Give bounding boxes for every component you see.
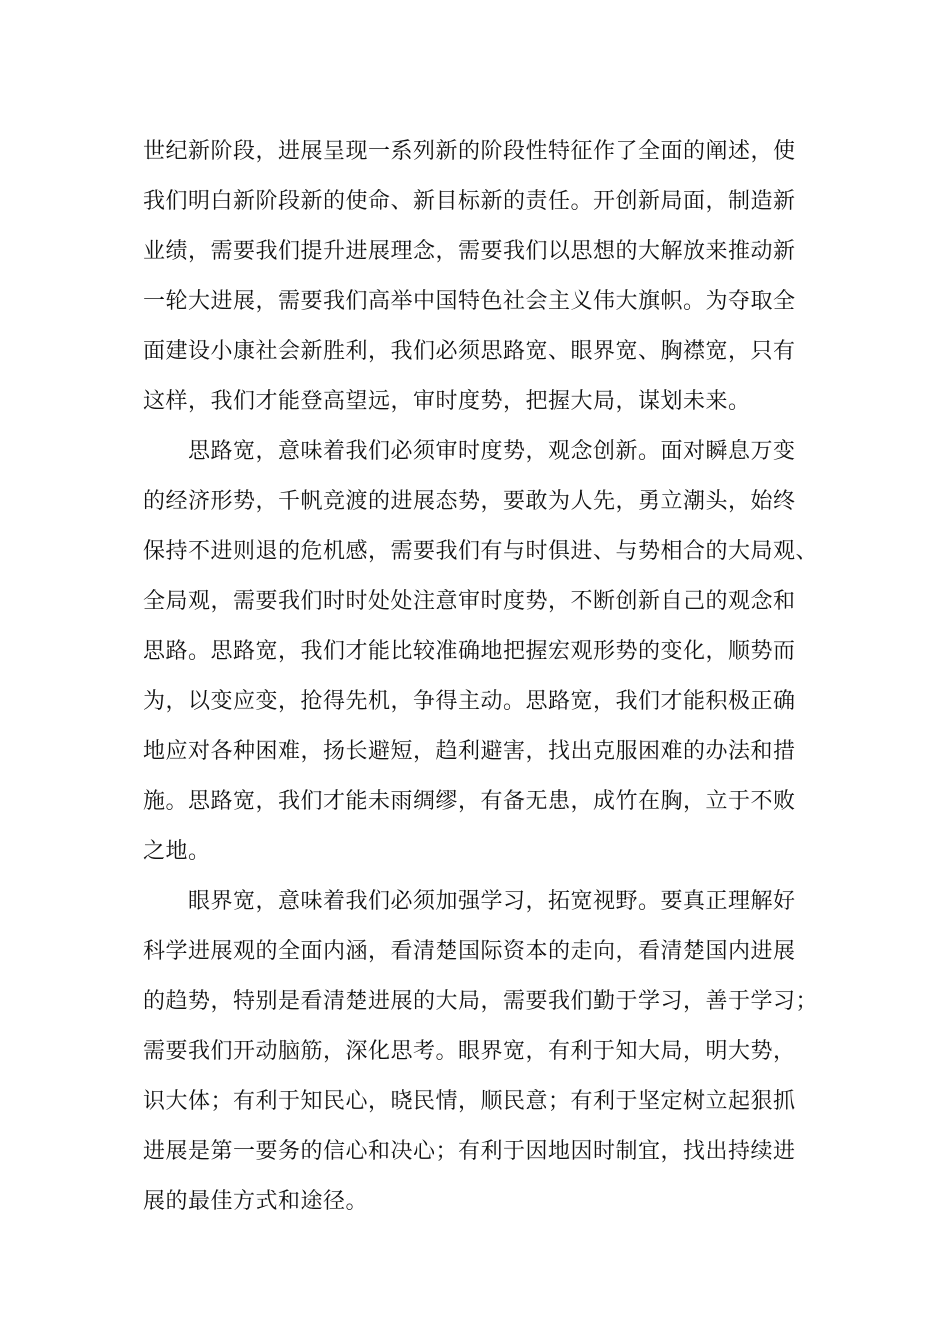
- text-line: 一轮大进展，需要我们高举中国特色社会主义伟大旗帜。为夺取全: [143, 289, 796, 314]
- paragraph-3: [143, 877, 823, 1227]
- text-line: 施。思路宽，我们才能未雨绸缪，有备无患，成竹在胸，立于不败: [143, 789, 796, 814]
- document-body: [143, 127, 823, 1227]
- text-line: 思路宽，意味着我们必须审时度势，观念创新。面对瞬息万变: [143, 439, 796, 464]
- text-line: 面建设小康社会新胜利，我们必须思路宽、眼界宽、胸襟宽，只有: [143, 339, 796, 364]
- text-line: 眼界宽，意味着我们必须加强学习，拓宽视野。要真正理解好: [143, 889, 796, 914]
- text-line: 进展是第一要务的信心和决心；有利于因地因时制宜，找出持续进: [143, 1139, 796, 1164]
- text-line: 科学进展观的全面内涵，看清楚国际资本的走向，看清楚国内进展: [143, 939, 796, 964]
- text-line: 为，以变应变，抢得先机，争得主动。思路宽，我们才能积极正确: [143, 689, 796, 714]
- text-line: 思路。思路宽，我们才能比较准确地把握宏观形势的变化，顺势而: [143, 639, 796, 664]
- text-line: 世纪新阶段，进展呈现一系列新的阶段性特征作了全面的阐述，使: [143, 139, 796, 164]
- text-line: 识大体；有利于知民心，晓民情，顺民意；有利于坚定树立起狠抓: [143, 1089, 796, 1114]
- text-line: 全局观，需要我们时时处处注意审时度势，不断创新自己的观念和: [143, 589, 796, 614]
- text-line: 保持不进则退的危机感，需要我们有与时俱进、与势相合的大局观、: [143, 539, 819, 564]
- text-line: 需要我们开动脑筋，深化思考。眼界宽，有利于知大局，明大势，: [143, 1039, 796, 1064]
- text-line: 地应对各种困难，扬长避短，趋利避害，找出克服困难的办法和措: [143, 739, 796, 764]
- text-line: 的趋势，特别是看清楚进展的大局，需要我们勤于学习，善于学习；: [143, 989, 819, 1014]
- text-line: 这样，我们才能登高望远，审时度势，把握大局，谋划未来。: [143, 389, 751, 414]
- text-line: 展的最佳方式和途径。: [143, 1189, 369, 1214]
- text-line: 的经济形势，千帆竞渡的进展态势，要敢为人先，勇立潮头，始终: [143, 489, 796, 514]
- paragraph-2: [143, 427, 823, 877]
- text-line: 我们明白新阶段新的使命、新目标新的责任。开创新局面，制造新: [143, 189, 796, 214]
- text-line: 业绩，需要我们提升进展理念，需要我们以思想的大解放来推动新: [143, 239, 796, 264]
- paragraph-1: [143, 127, 823, 427]
- text-line: 之地。: [143, 839, 211, 864]
